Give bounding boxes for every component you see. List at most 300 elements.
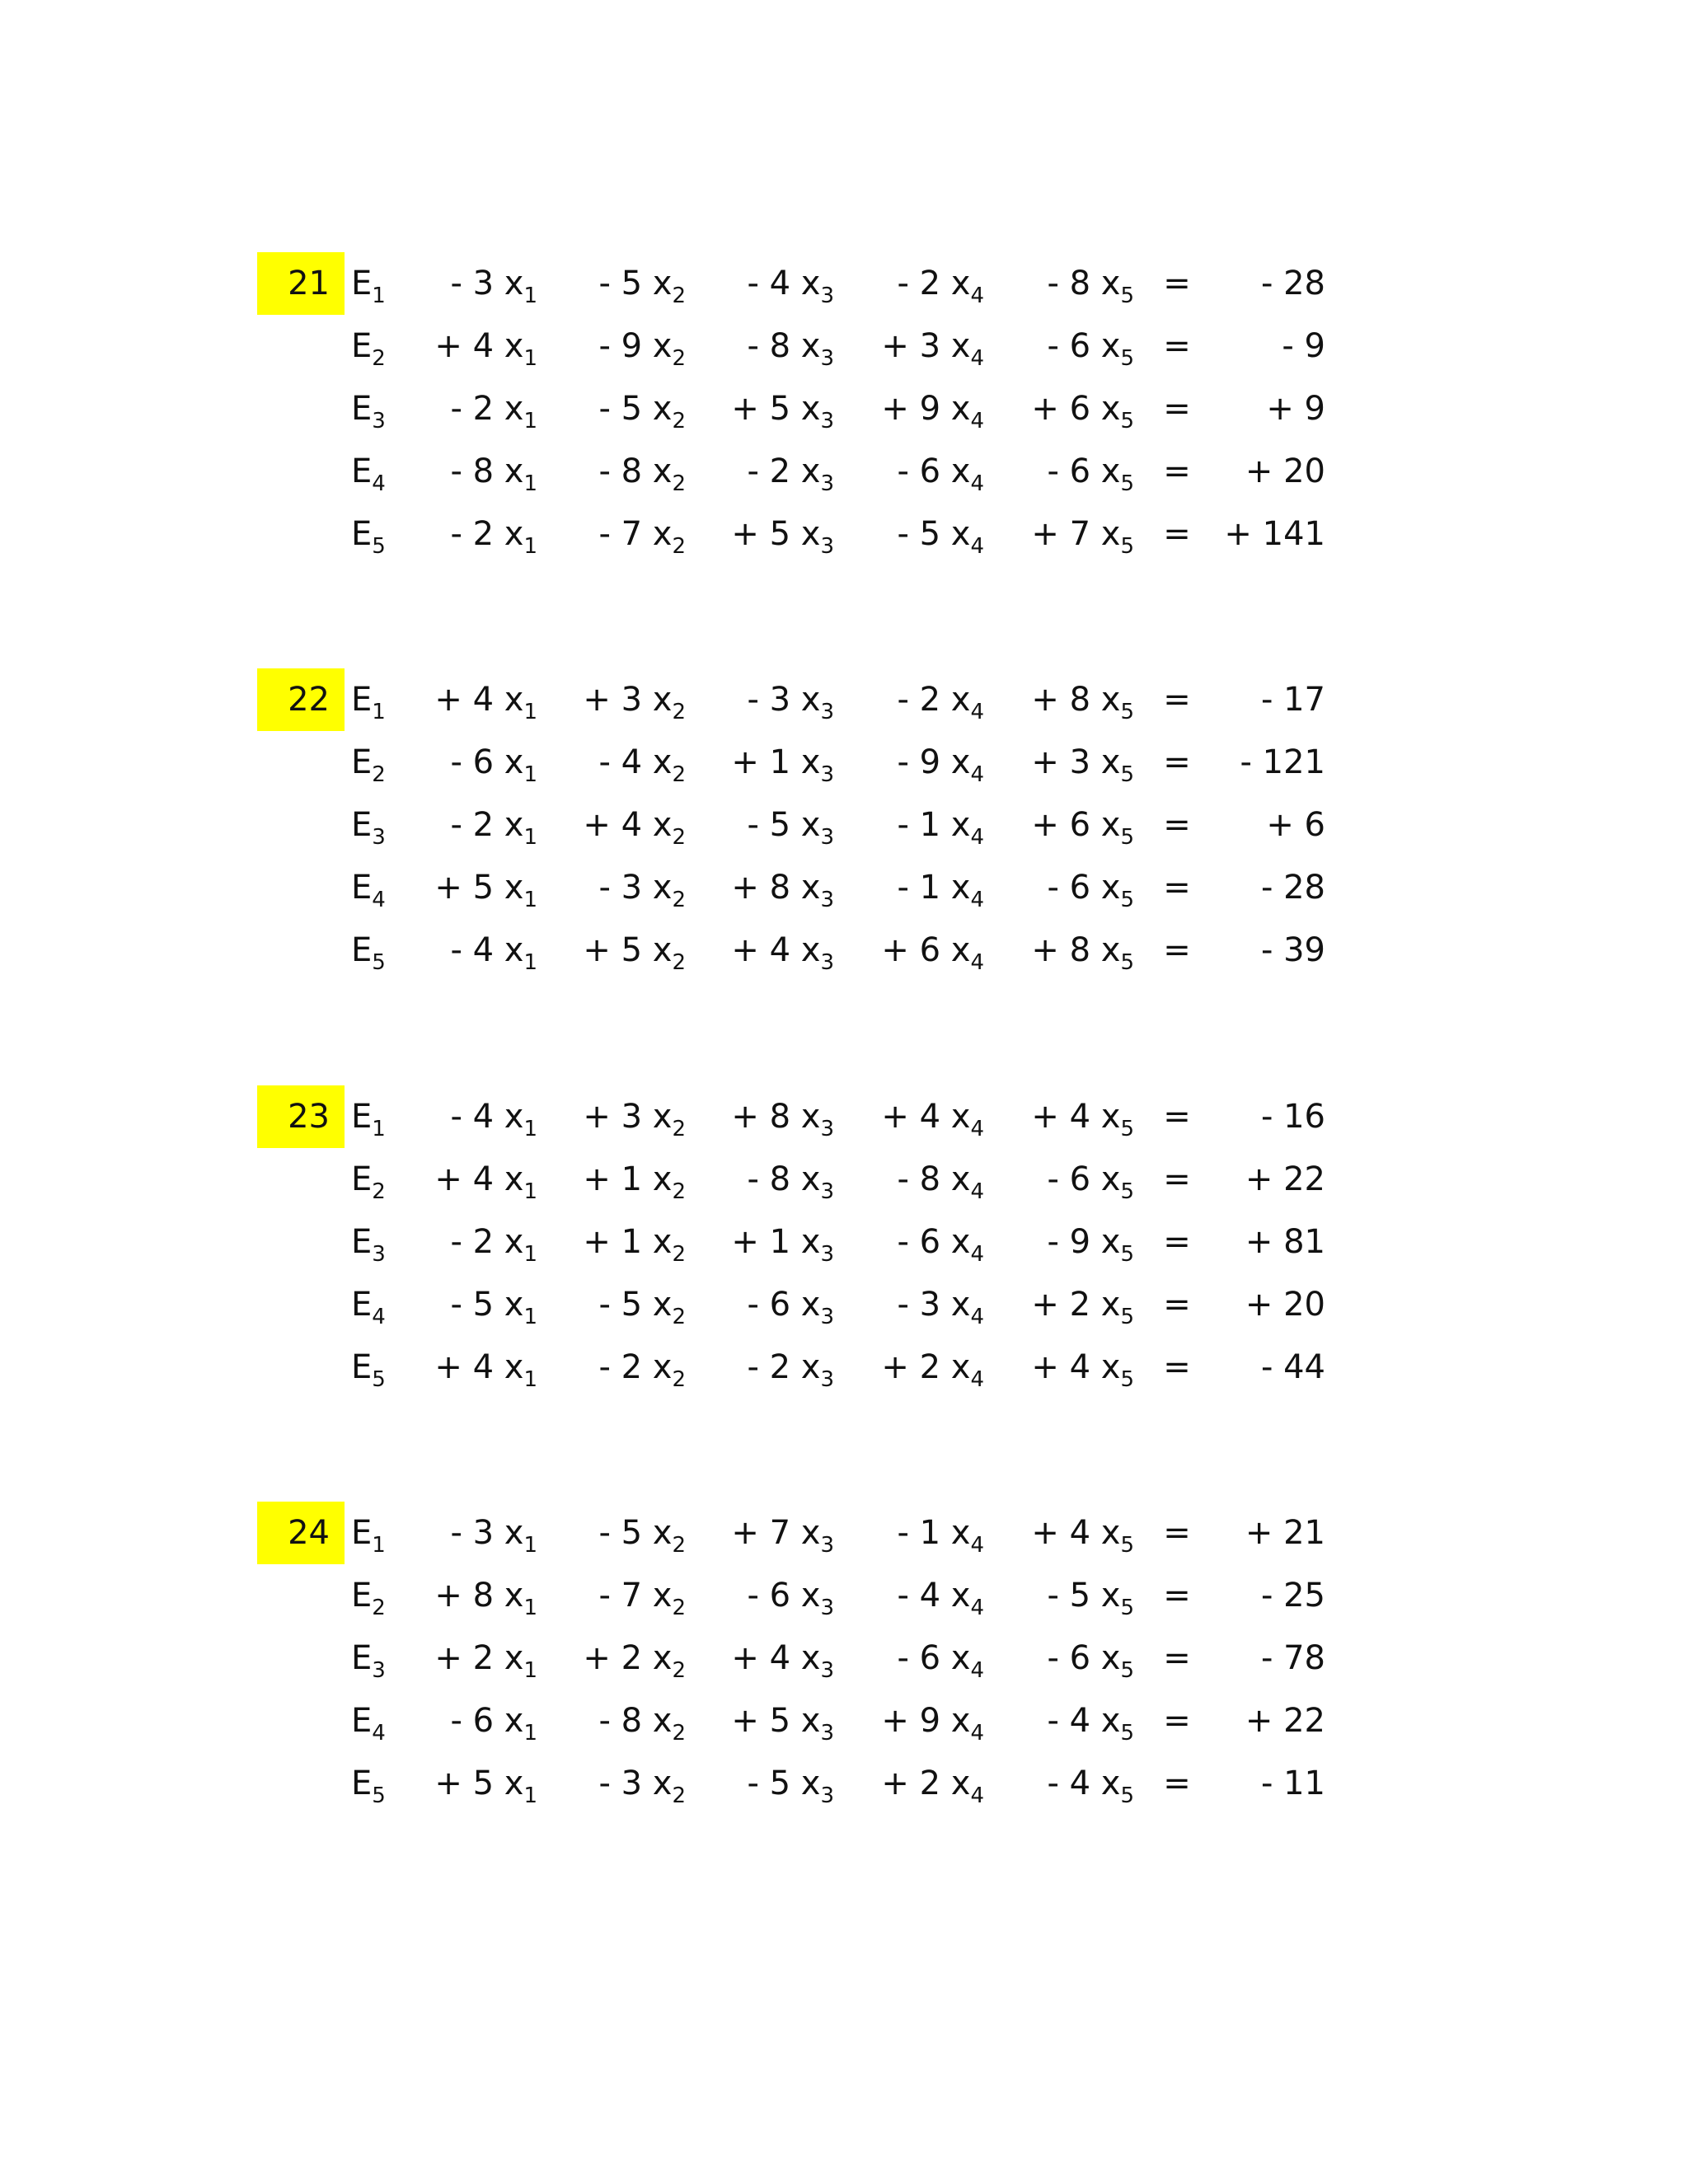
term-variable-index: 3 — [820, 534, 834, 559]
term-x2 — [549, 1752, 686, 1815]
rhs-constant: - 17 — [1260, 681, 1325, 719]
equation-label — [351, 1148, 401, 1211]
term-variable-index: 2 — [672, 700, 686, 724]
equation-label — [351, 1273, 401, 1336]
equation-label — [351, 1336, 401, 1399]
equation-label-index: 2 — [372, 1596, 386, 1620]
term-x2 — [549, 1085, 686, 1148]
term-coefficient: - 2 x — [450, 806, 524, 844]
equals-sign: = — [1163, 931, 1191, 969]
term-coefficient: - 5 x — [897, 515, 971, 553]
term-x5 — [997, 856, 1134, 919]
equation-row — [0, 503, 1688, 565]
term-coefficient: - 8 x — [747, 1160, 821, 1198]
term-coefficient: + 5 x — [731, 390, 821, 428]
term-x4 — [847, 1502, 984, 1564]
term-coefficient: - 2 x — [450, 390, 524, 428]
equals-sign: = — [1163, 515, 1191, 553]
term-variable-index: 2 — [672, 825, 686, 850]
term-variable-index: 3 — [820, 700, 834, 724]
term-x2 — [549, 1273, 686, 1336]
equals-sign: = — [1163, 1348, 1191, 1386]
term-coefficient: + 1 x — [731, 1223, 821, 1261]
term-x4 — [847, 1211, 984, 1273]
equation-system — [0, 1502, 1688, 1815]
rhs-constant: - 121 — [1240, 743, 1325, 781]
rhs-constant: + 20 — [1245, 452, 1325, 490]
term-coefficient: - 4 x — [1047, 1702, 1121, 1740]
term-x3 — [697, 1211, 834, 1273]
term-coefficient: - 8 x — [598, 452, 673, 490]
term-x1 — [401, 794, 537, 856]
term-x3 — [697, 856, 834, 919]
term-variable-index: 5 — [1120, 888, 1134, 912]
equation-label-index: 5 — [372, 1783, 386, 1808]
term-variable-index: 1 — [523, 1533, 537, 1558]
equals-sign: = — [1163, 743, 1191, 781]
term-x2 — [549, 794, 686, 856]
term-variable-index: 4 — [970, 1783, 984, 1808]
term-variable-index: 4 — [970, 1305, 984, 1329]
rhs-constant: - 9 — [1282, 327, 1325, 365]
term-variable-index: 1 — [523, 1596, 537, 1620]
term-x4 — [847, 1273, 984, 1336]
problem-number: 23 — [257, 1085, 345, 1148]
term-variable-index: 3 — [820, 1596, 834, 1620]
term-variable-index: 5 — [1120, 284, 1134, 308]
term-coefficient: - 2 x — [747, 452, 821, 490]
equation-label-index: 2 — [372, 762, 386, 787]
equation-row — [0, 1502, 1688, 1564]
equals-sign: = — [1163, 681, 1191, 719]
equation-row — [0, 315, 1688, 377]
term-variable-index: 1 — [523, 284, 537, 308]
term-variable-index: 2 — [672, 1179, 686, 1204]
term-x5 — [997, 794, 1134, 856]
term-x4 — [847, 919, 984, 982]
term-variable-index: 4 — [970, 950, 984, 975]
term-variable-index: 4 — [970, 409, 984, 434]
term-coefficient: + 6 x — [881, 931, 971, 969]
equation-row — [0, 794, 1688, 856]
term-variable-index: 3 — [820, 284, 834, 308]
term-variable-index: 4 — [970, 346, 984, 371]
term-x5 — [997, 1564, 1134, 1627]
term-x1 — [401, 1336, 537, 1399]
term-coefficient: + 6 x — [1031, 390, 1121, 428]
term-x3 — [697, 1502, 834, 1564]
equation-label-index: 4 — [372, 888, 386, 912]
equals-sign: = — [1163, 1514, 1191, 1552]
equation-label-letter: E — [351, 743, 373, 781]
equation-label — [351, 503, 401, 565]
equation-label-index: 1 — [372, 700, 386, 724]
term-coefficient: + 4 x — [731, 931, 821, 969]
term-coefficient: - 2 x — [450, 515, 524, 553]
term-coefficient: + 9 x — [881, 390, 971, 428]
equation-label-letter: E — [351, 1702, 373, 1740]
term-coefficient: - 3 x — [450, 1514, 524, 1552]
term-x4 — [847, 794, 984, 856]
term-coefficient: + 4 x — [1031, 1514, 1121, 1552]
equation-label-index: 5 — [372, 950, 386, 975]
term-x3 — [697, 440, 834, 503]
rhs-constant: + 20 — [1245, 1286, 1325, 1324]
term-variable-index: 1 — [523, 950, 537, 975]
equation-label — [351, 1690, 401, 1752]
equals-sign: = — [1163, 1702, 1191, 1740]
term-x4 — [847, 668, 984, 731]
term-coefficient: - 3 x — [598, 869, 673, 907]
term-variable-index: 1 — [523, 409, 537, 434]
term-x5 — [997, 315, 1134, 377]
rhs-constant: + 21 — [1245, 1514, 1325, 1552]
term-variable-index: 1 — [523, 1658, 537, 1683]
rhs-constant: + 22 — [1245, 1160, 1325, 1198]
term-variable-index: 2 — [672, 888, 686, 912]
equals-sign: = — [1163, 869, 1191, 907]
term-x5 — [997, 1211, 1134, 1273]
term-coefficient: + 1 x — [583, 1160, 673, 1198]
term-variable-index: 2 — [672, 1658, 686, 1683]
term-x2 — [549, 503, 686, 565]
term-variable-index: 4 — [970, 284, 984, 308]
term-x5 — [997, 668, 1134, 731]
equation-row — [0, 668, 1688, 731]
term-coefficient: - 1 x — [897, 869, 971, 907]
equation-label-index: 1 — [372, 284, 386, 308]
term-coefficient: - 3 x — [598, 1765, 673, 1802]
term-x5 — [997, 1502, 1134, 1564]
term-variable-index: 1 — [523, 1721, 537, 1746]
term-variable-index: 5 — [1120, 1305, 1134, 1329]
equation-label-index: 5 — [372, 1367, 386, 1392]
rhs-constant: - 39 — [1260, 931, 1325, 969]
term-coefficient: - 5 x — [747, 806, 821, 844]
equation-row — [0, 440, 1688, 503]
term-x2 — [549, 1211, 686, 1273]
term-variable-index: 1 — [523, 825, 537, 850]
term-variable-index: 4 — [970, 1533, 984, 1558]
equation-label — [351, 1085, 401, 1148]
term-variable-index: 5 — [1120, 1242, 1134, 1267]
term-x5 — [997, 377, 1134, 440]
term-variable-index: 4 — [970, 888, 984, 912]
term-variable-index: 2 — [672, 1596, 686, 1620]
term-x5 — [997, 1336, 1134, 1399]
term-coefficient: - 2 x — [897, 265, 971, 302]
term-coefficient: - 5 x — [598, 265, 673, 302]
term-x2 — [549, 919, 686, 982]
equation-row — [0, 1564, 1688, 1627]
term-x2 — [549, 1336, 686, 1399]
equation-row — [0, 856, 1688, 919]
term-variable-index: 2 — [672, 1242, 686, 1267]
term-x5 — [997, 1273, 1134, 1336]
term-coefficient: + 2 x — [881, 1765, 971, 1802]
term-coefficient: + 1 x — [583, 1223, 673, 1261]
term-x2 — [549, 668, 686, 731]
equation-label — [351, 794, 401, 856]
equation-label-letter: E — [351, 681, 373, 719]
term-x4 — [847, 856, 984, 919]
term-variable-index: 2 — [672, 950, 686, 975]
term-x1 — [401, 1564, 537, 1627]
term-x5 — [997, 252, 1134, 315]
term-x4 — [847, 1752, 984, 1815]
term-variable-index: 2 — [672, 346, 686, 371]
equation-label — [351, 668, 401, 731]
term-x2 — [549, 377, 686, 440]
equation-label — [351, 440, 401, 503]
term-coefficient: + 2 x — [583, 1639, 673, 1677]
term-x2 — [549, 440, 686, 503]
rhs-constant: + 141 — [1224, 515, 1325, 553]
term-variable-index: 3 — [820, 888, 834, 912]
term-variable-index: 3 — [820, 346, 834, 371]
term-coefficient: - 6 x — [897, 452, 971, 490]
equation-label-index: 4 — [372, 471, 386, 496]
term-variable-index: 5 — [1120, 1367, 1134, 1392]
equation-label-letter: E — [351, 1765, 373, 1802]
term-variable-index: 5 — [1120, 700, 1134, 724]
term-variable-index: 1 — [523, 534, 537, 559]
term-variable-index: 4 — [970, 1596, 984, 1620]
term-coefficient: - 5 x — [1047, 1577, 1121, 1615]
term-variable-index: 1 — [523, 1242, 537, 1267]
term-x4 — [847, 377, 984, 440]
rhs-constant: - 11 — [1260, 1765, 1325, 1802]
equation-row — [0, 1690, 1688, 1752]
term-coefficient: - 8 x — [747, 327, 821, 365]
term-x3 — [697, 1085, 834, 1148]
term-variable-index: 3 — [820, 471, 834, 496]
term-x1 — [401, 668, 537, 731]
term-variable-index: 4 — [970, 825, 984, 850]
term-coefficient: - 9 x — [1047, 1223, 1121, 1261]
term-x3 — [697, 919, 834, 982]
rhs-constant: + 6 — [1266, 806, 1325, 844]
term-variable-index: 5 — [1120, 471, 1134, 496]
term-variable-index: 2 — [672, 409, 686, 434]
term-coefficient: - 6 x — [747, 1286, 821, 1324]
term-x1 — [401, 315, 537, 377]
term-x5 — [997, 1148, 1134, 1211]
term-coefficient: - 5 x — [747, 1765, 821, 1802]
term-variable-index: 4 — [970, 1179, 984, 1204]
equation-row — [0, 1752, 1688, 1815]
term-coefficient: - 2 x — [897, 681, 971, 719]
equation-label-index: 3 — [372, 409, 386, 434]
term-x1 — [401, 503, 537, 565]
equation-label-letter: E — [351, 869, 373, 907]
term-x3 — [697, 794, 834, 856]
term-variable-index: 5 — [1120, 1179, 1134, 1204]
term-coefficient: + 8 x — [434, 1577, 524, 1615]
term-x2 — [549, 1148, 686, 1211]
equation-label-index: 4 — [372, 1721, 386, 1746]
equals-sign: = — [1163, 1577, 1191, 1615]
term-variable-index: 3 — [820, 762, 834, 787]
term-coefficient: - 6 x — [747, 1577, 821, 1615]
rhs-constant: + 81 — [1245, 1223, 1325, 1261]
term-coefficient: - 7 x — [598, 515, 673, 553]
term-coefficient: - 8 x — [450, 452, 524, 490]
equation-row — [0, 1336, 1688, 1399]
term-coefficient: - 6 x — [897, 1223, 971, 1261]
equals-sign: = — [1163, 390, 1191, 428]
term-coefficient: + 3 x — [1031, 743, 1121, 781]
equation-label-letter: E — [351, 265, 373, 302]
term-coefficient: - 9 x — [598, 327, 673, 365]
term-coefficient: - 4 x — [450, 931, 524, 969]
term-variable-index: 5 — [1120, 1658, 1134, 1683]
term-coefficient: + 4 x — [434, 681, 524, 719]
equation-system — [0, 1085, 1688, 1399]
term-x3 — [697, 315, 834, 377]
equation-label — [351, 1211, 401, 1273]
term-coefficient: - 4 x — [747, 265, 821, 302]
term-coefficient: - 5 x — [598, 1514, 673, 1552]
rhs-constant: - 44 — [1260, 1348, 1325, 1386]
equation-label — [351, 252, 401, 315]
term-variable-index: 3 — [820, 1658, 834, 1683]
equals-sign: = — [1163, 452, 1191, 490]
term-variable-index: 5 — [1120, 825, 1134, 850]
term-x3 — [697, 1336, 834, 1399]
equals-sign: = — [1163, 806, 1191, 844]
term-coefficient: + 5 x — [731, 1702, 821, 1740]
term-x3 — [697, 503, 834, 565]
term-coefficient: - 6 x — [1047, 1639, 1121, 1677]
term-coefficient: - 6 x — [450, 743, 524, 781]
equation-label-index: 5 — [372, 534, 386, 559]
term-x3 — [697, 1148, 834, 1211]
equation-label-letter: E — [351, 1098, 373, 1136]
term-x5 — [997, 919, 1134, 982]
term-variable-index: 2 — [672, 1367, 686, 1392]
equation-label — [351, 1752, 401, 1815]
term-x4 — [847, 1627, 984, 1690]
term-x5 — [997, 1752, 1134, 1815]
term-coefficient: - 8 x — [598, 1702, 673, 1740]
term-x2 — [549, 252, 686, 315]
term-x2 — [549, 1627, 686, 1690]
rhs-constant: + 22 — [1245, 1702, 1325, 1740]
term-variable-index: 3 — [820, 950, 834, 975]
term-variable-index: 4 — [970, 1242, 984, 1267]
term-variable-index: 2 — [672, 1721, 686, 1746]
rhs-constant: - 16 — [1260, 1098, 1325, 1136]
term-coefficient: + 8 x — [731, 1098, 821, 1136]
equation-label-letter: E — [351, 327, 373, 365]
equals-sign: = — [1163, 265, 1191, 302]
equation-row — [0, 1085, 1688, 1148]
term-coefficient: - 3 x — [897, 1286, 971, 1324]
term-coefficient: - 7 x — [598, 1577, 673, 1615]
term-variable-index: 1 — [523, 888, 537, 912]
term-variable-index: 4 — [970, 762, 984, 787]
equation-label-index: 2 — [372, 1179, 386, 1204]
term-x3 — [697, 668, 834, 731]
equals-sign: = — [1163, 327, 1191, 365]
term-coefficient: + 4 x — [434, 327, 524, 365]
equals-sign: = — [1163, 1765, 1191, 1802]
term-x5 — [997, 1085, 1134, 1148]
term-x4 — [847, 315, 984, 377]
equation-label-index: 1 — [372, 1533, 386, 1558]
term-coefficient: + 3 x — [881, 327, 971, 365]
term-variable-index: 4 — [970, 1117, 984, 1141]
term-x3 — [697, 1690, 834, 1752]
term-coefficient: + 5 x — [731, 515, 821, 553]
term-coefficient: - 6 x — [1047, 452, 1121, 490]
term-variable-index: 3 — [820, 1305, 834, 1329]
term-x1 — [401, 1627, 537, 1690]
equation-label-letter: E — [351, 515, 373, 553]
term-x2 — [549, 731, 686, 794]
term-variable-index: 5 — [1120, 950, 1134, 975]
term-x1 — [401, 1690, 537, 1752]
term-coefficient: + 8 x — [1031, 931, 1121, 969]
term-variable-index: 5 — [1120, 1117, 1134, 1141]
term-x3 — [697, 1564, 834, 1627]
term-coefficient: - 4 x — [1047, 1765, 1121, 1802]
term-coefficient: + 7 x — [1031, 515, 1121, 553]
equation-label — [351, 1627, 401, 1690]
term-variable-index: 1 — [523, 762, 537, 787]
term-coefficient: + 8 x — [1031, 681, 1121, 719]
rhs-constant: - 78 — [1260, 1639, 1325, 1677]
term-x1 — [401, 1752, 537, 1815]
equals-sign: = — [1163, 1639, 1191, 1677]
equation-label — [351, 377, 401, 440]
term-coefficient: + 1 x — [731, 743, 821, 781]
term-variable-index: 2 — [672, 471, 686, 496]
term-variable-index: 1 — [523, 1367, 537, 1392]
term-variable-index: 4 — [970, 1721, 984, 1746]
term-x5 — [997, 503, 1134, 565]
term-x4 — [847, 1148, 984, 1211]
term-coefficient: - 9 x — [897, 743, 971, 781]
equals-sign: = — [1163, 1223, 1191, 1261]
equation-label-index: 4 — [372, 1305, 386, 1329]
equation-system — [0, 252, 1688, 565]
problem-number: 24 — [257, 1502, 345, 1564]
term-variable-index: 3 — [820, 1242, 834, 1267]
equation-label-letter: E — [351, 1577, 373, 1615]
equals-sign: = — [1163, 1098, 1191, 1136]
term-x1 — [401, 1211, 537, 1273]
equation-label-index: 1 — [372, 1117, 386, 1141]
equation-label-letter: E — [351, 452, 373, 490]
term-x4 — [847, 252, 984, 315]
term-variable-index: 3 — [820, 1367, 834, 1392]
term-coefficient: - 6 x — [1047, 327, 1121, 365]
term-x2 — [549, 1564, 686, 1627]
term-x1 — [401, 377, 537, 440]
term-coefficient: - 2 x — [598, 1348, 673, 1386]
term-x1 — [401, 856, 537, 919]
equation-label-letter: E — [351, 1286, 373, 1324]
term-variable-index: 4 — [970, 534, 984, 559]
term-x3 — [697, 1627, 834, 1690]
term-x2 — [549, 856, 686, 919]
term-variable-index: 2 — [672, 1305, 686, 1329]
term-x5 — [997, 440, 1134, 503]
equation-row — [0, 919, 1688, 982]
equation-label — [351, 1502, 401, 1564]
